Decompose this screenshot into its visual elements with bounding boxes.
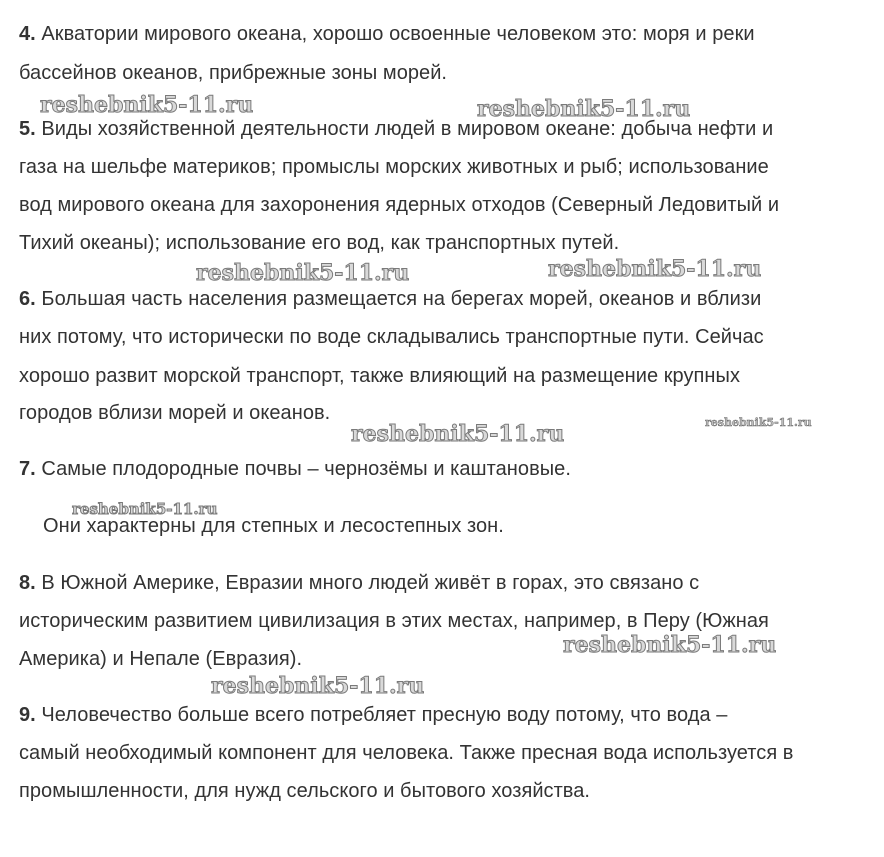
- watermark: reshebnik5-11.ru: [548, 256, 762, 282]
- answer-9-line-1: [19, 703, 727, 727]
- answer-4-number: 4.: [19, 23, 36, 45]
- answer-6-line-4: городов вблизи морей и океанов.: [19, 402, 331, 424]
- answer-8-line-2: историческим развитием цивилизация в этих местах, например, в Перу (Южная: [19, 610, 769, 632]
- answer-9-number: 9.: [19, 704, 36, 726]
- answer-6-line-3: хорошо развит морской транспорт, также влияющий на размещение крупных: [19, 365, 740, 387]
- watermark: reshebnik5-11.ru: [211, 673, 425, 699]
- answer-7-number: 7.: [19, 458, 36, 480]
- answer-5-number: 5.: [19, 118, 36, 140]
- watermark: reshebnik5-11.ru: [40, 92, 254, 118]
- answer-4-line-1: [19, 22, 755, 46]
- watermark: reshebnik5-11.ru: [705, 416, 812, 429]
- watermark: reshebnik5-11.ru: [351, 421, 565, 447]
- answer-5-line-3: вод мирового океана для захоронения ядерных отходов (Северный Ледовитый и: [19, 194, 780, 216]
- answer-9-line-3: промышленности, для нужд сельского и бытового хозяйства.: [19, 780, 591, 802]
- answer-4-line-2: бассейнов океанов, прибрежные зоны морей.: [19, 62, 448, 84]
- answer-9-text-1: Человечество больше всего потребляет пресную воду потому, что вода –: [41, 704, 728, 726]
- answer-8-text-1: В Южной Америке, Евразии много людей живёт в горах, это связано с: [41, 572, 700, 594]
- answer-8-line-3: Америка) и Непале (Евразия).: [19, 648, 303, 670]
- answer-7-line-2: Они характерны для степных и лесостепных зон.: [43, 515, 504, 537]
- answer-8-number: 8.: [19, 572, 36, 594]
- answer-4-text-1: Акватории мирового океана, хорошо освоенные человеком это: моря и реки: [41, 23, 755, 45]
- watermark: reshebnik5-11.ru: [563, 632, 777, 658]
- answer-8-line-1: [19, 571, 699, 595]
- watermark: reshebnik5-11.ru: [72, 500, 218, 518]
- answer-6-line-2: них потому, что исторически по воде складывались транспортные пути. Сейчас: [19, 326, 764, 348]
- answer-5-line-4: Тихий океаны); использование его вод, как транспортных путей.: [19, 232, 620, 254]
- answer-5-text-1: Виды хозяйственной деятельности людей в мировом океане: добыча нефти и: [41, 118, 774, 140]
- answer-7-line-1: [19, 457, 571, 481]
- answer-6-line-1: [19, 287, 761, 311]
- answer-5-line-2: газа на шельфе материков; промыслы морских животных и рыб; использование: [19, 156, 769, 178]
- answer-5-line-1: [19, 117, 773, 141]
- watermark: reshebnik5-11.ru: [196, 260, 410, 286]
- answer-6-text-1: Большая часть населения размещается на берегах морей, океанов и вблизи: [41, 288, 762, 310]
- answer-7-text-1: Самые плодородные почвы – чернозёмы и каштановые.: [41, 458, 571, 480]
- answer-6-number: 6.: [19, 288, 36, 310]
- watermark: reshebnik5-11.ru: [477, 96, 691, 122]
- answer-9-line-2: самый необходимый компонент для человека. Также пресная вода используется в: [19, 742, 794, 764]
